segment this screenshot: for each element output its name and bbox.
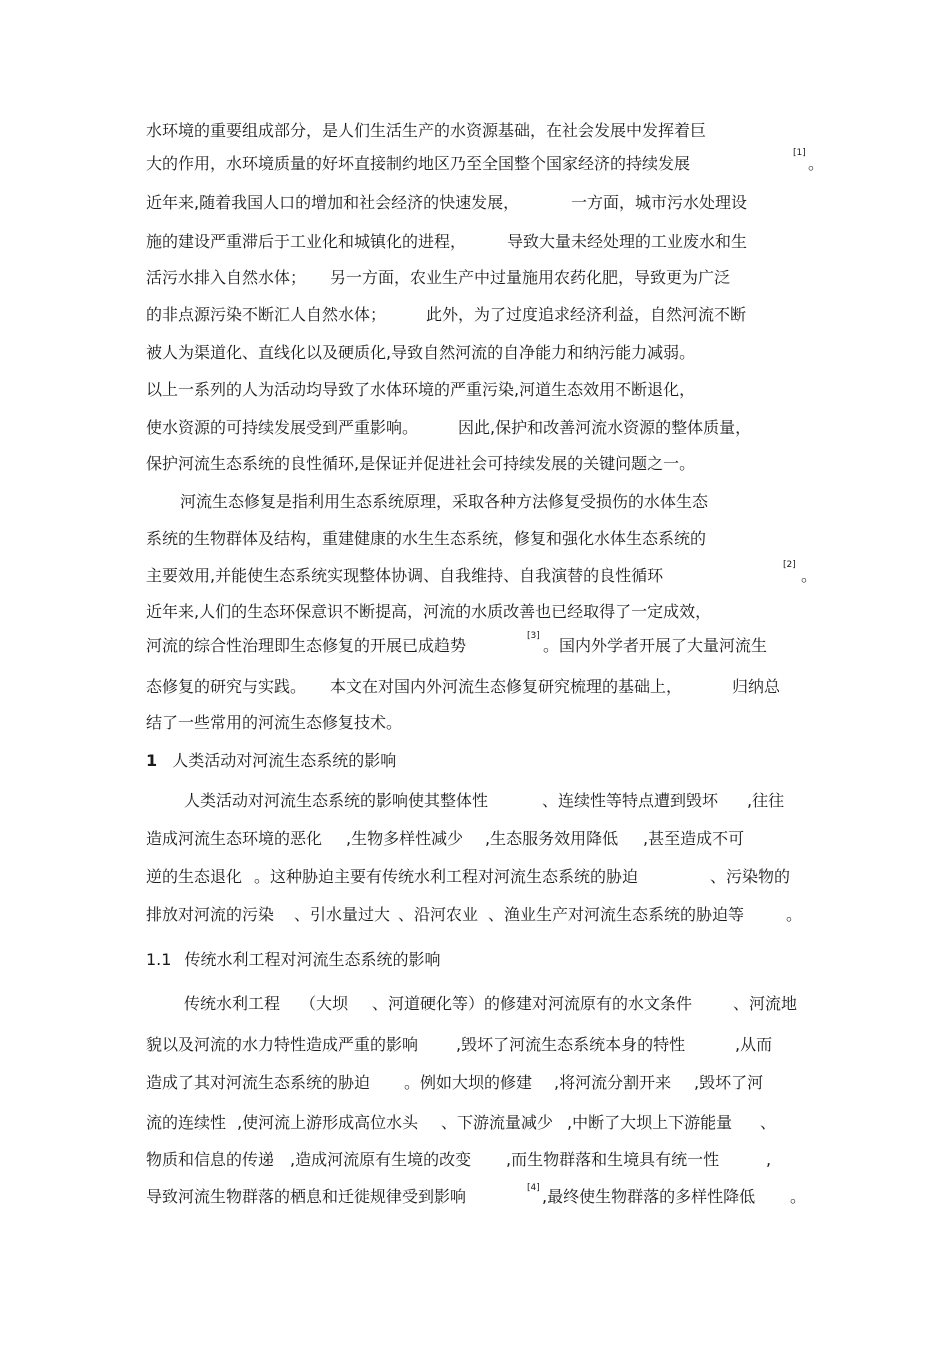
text-segment: 归纳总 [732,677,781,696]
text-segment: 逆的生态退化 [146,867,243,886]
text-segment: 、河道硬化等 [372,994,469,1013]
text-segment: 主要效用,并能使生态系统实现整体协调、自我维持、自我演替的良性循环 [146,566,664,585]
text-segment: 人类活动对河流生态系统的影响使其整体性 [184,791,489,810]
section-title: 传统水利工程对河流生态系统的影响 [184,950,441,969]
text-segment: 。 [786,905,803,924]
text-segment: ,往往 [747,791,785,810]
text-segment: 。这种胁迫主要有传统水利工程对河流生态系统的胁迫 [254,867,639,886]
text-segment: 本文在对国内外河流生态修复研究梳理的基础上， [330,677,683,696]
text-segment: ,毁坏了河 [694,1073,764,1092]
text-segment: 态修复的研究与实践。 [146,677,307,696]
citation-ref: [2] [783,560,796,570]
text-segment: ,甚至造成不可 [643,829,745,848]
text-segment: 导致河流生物群落的栖息和迁徙规律受到影响 [146,1187,467,1206]
text-segment: ,生物多样性减少 [346,829,464,848]
text-segment: 造成了其对河流生态系统的胁迫 [146,1073,371,1092]
text-segment: 另一方面，农业生产中过量施用农药化肥，导致更为广泛 [330,268,731,287]
text-segment: 保护河流生态系统的良性循环,是保证并促进社会可持续发展的关键问题之一。 [146,454,696,473]
text-segment: 造成河流生态环境的恶化 [146,829,323,848]
citation-ref: [4] [527,1183,540,1193]
text-segment: 、下游流量减少 [441,1113,554,1132]
text-segment: 水环境的重要组成部分，是人们生活生产的水资源基础，在社会发展中发挥着巨 [146,121,707,140]
text-segment: 此外，为了过度追求经济利益，自然河流不断 [426,305,747,324]
text-segment: 、连续性等特点遭到毁坏 [542,791,719,810]
text-segment: 大的作用，水环境质量的好坏直接制约地区乃至全国整个国家经济的持续发展 [146,154,691,173]
text-segment: 貌以及河流的水力特性造成严重的影响 [146,1035,419,1054]
text-segment: ,最终使生物群落的多样性降低 [542,1187,756,1206]
text-segment: 。例如大坝的修建 [404,1073,533,1092]
text-segment: 因此,保护和改善河流水资源的整体质量， [458,418,752,437]
text-segment: 排放对河流的污染 [146,905,275,924]
text-segment: ,将河流分割开来 [554,1073,672,1092]
text-segment: 结了一些常用的河流生态修复技术。 [146,713,403,732]
text-segment: 的非点源污染不断汇人自然水体； [146,305,387,324]
text-segment: , [766,1150,772,1169]
text-segment: 使水资源的可持续发展受到严重影响。 [146,418,419,437]
text-segment: 以上一系列的人为活动均导致了水体环境的严重污染,河道生态效用不断退化， [146,380,696,399]
text-segment: 导致大量未经处理的工业废水和生 [507,232,748,251]
text-segment: 、 [760,1113,777,1132]
text-segment: 、沿河农业 [398,905,479,924]
citation-ref: [1] [793,148,806,158]
text-segment: 物质和信息的传递 [146,1150,275,1169]
text-segment: 。 [801,566,818,585]
text-segment: ）的修建对河流原有的水文条件 [468,994,693,1013]
text-segment: ,从而 [735,1035,773,1054]
text-segment: 。 [808,154,825,173]
text-segment: （大坝 [300,994,349,1013]
section-number: 1 [146,751,158,770]
text-segment: ,生态服务效用降低 [485,829,619,848]
text-segment: 。 [790,1187,807,1206]
section-number: 1.1 [146,950,172,969]
section-heading [146,751,396,771]
text-segment: 河流的综合性治理即生态修复的开展已成趋势 [146,636,467,655]
text-segment: 近年来,随着我国人口的增加和社会经济的快速发展， [146,193,520,212]
subsection-heading [146,950,441,970]
text-segment: 流的连续性 [146,1113,227,1132]
text-segment: 河流生态修复是指利用生态系统原理，采取各种方法修复受损伤的水体生态 [180,492,709,511]
text-segment: 、河流地 [733,994,798,1013]
text-segment: 系统的生物群体及结构，重建健康的水生生态系统，修复和强化水体生态系统的 [146,529,707,548]
text-segment: 一方面，城市污水处理设 [571,193,748,212]
text-segment: ,造成河流原有生境的改变 [290,1150,472,1169]
text-segment: 传统水利工程 [184,994,281,1013]
text-segment: 近年来,人们的生态环保意识不断提高，河流的水质改善也已经取得了一定成效， [146,602,712,621]
text-segment: 、渔业生产对河流生态系统的胁迫等 [488,905,745,924]
text-segment: ,使河流上游形成高位水头 [237,1113,419,1132]
text-segment: 、引水量过大 [294,905,391,924]
text-segment: 活污水排入自然水体； [146,268,307,287]
text-segment: 。国内外学者开展了大量河流生 [543,636,768,655]
text-segment: 、污染物的 [710,867,791,886]
text-segment: ,毁坏了河流生态系统本身的特性 [456,1035,686,1054]
section-title: 人类活动对河流生态系统的影响 [172,751,397,770]
text-segment: ,而生物群落和生境具有统一性 [506,1150,720,1169]
text-segment: 被人为渠道化、直线化以及硬质化,导致自然河流的自净能力和纳污能力减弱。 [146,343,696,362]
text-segment: 施的建设严重滞后于工业化和城镇化的进程， [146,232,467,251]
text-segment: ,中断了大坝上下游能量 [567,1113,733,1132]
citation-ref: [3] [527,631,540,641]
